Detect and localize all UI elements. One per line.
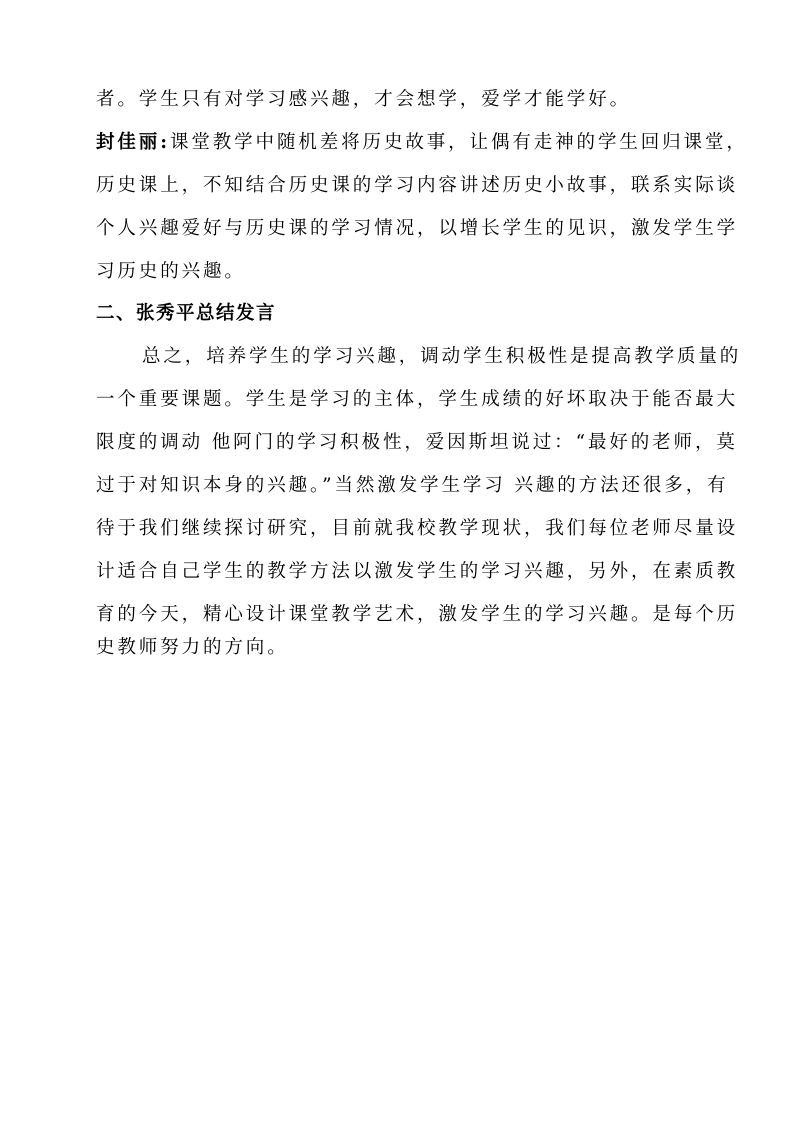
paragraph-line: 习历史的兴趣。 xyxy=(96,261,246,282)
paragraph-line: 待于我们继续探讨研究，目前就我校教学现状，我们每位老师尽量设 xyxy=(96,518,739,539)
paragraph-line xyxy=(96,131,748,155)
paragraph-line: 历史课上，不知结合历史课的学习内容讲述历史小故事，联系实际谈 xyxy=(96,175,739,196)
paragraph-line: 计适合自己学生的教学方法以激发学生的学习兴趣，另外，在素质教 xyxy=(96,561,739,582)
paragraph-line: 育的今天，精心设计课堂教学艺术，激发学生的学习兴趣。是每个历 xyxy=(96,604,739,625)
speaker-name: 封佳丽: xyxy=(96,132,170,153)
section-heading: 二、张秀平总结发言 xyxy=(96,303,277,324)
paragraph-line: 限度的调动 他阿门的学习积极性，爱因斯坦说过：“最好的老师，莫 xyxy=(96,432,738,453)
paragraph-text: 课堂教学中随机差将历史故事，让偶有走神的学生回归课堂， xyxy=(169,132,748,153)
paragraph-line: 史教师努力的方向。 xyxy=(96,637,289,658)
paragraph-line: 者。学生只有对学习感兴趣，才会想学，爱学才能学好。 xyxy=(96,89,632,110)
paragraph-line: 总之，培养学生的学习兴趣，调动学生积极性是提高教学质量的 xyxy=(142,346,742,367)
paragraph-line: 一个重要课题。学生是学习的主体，学生成绩的好坏取决于能否最大 xyxy=(96,389,739,410)
paragraph-line: 过于对知识本身的兴趣。”当然激发学生学习 兴趣的方法还很多，有 xyxy=(96,475,729,496)
paragraph-line: 个人兴趣爱好与历史课的学习情况，以增长学生的见识，激发学生学 xyxy=(96,218,739,239)
